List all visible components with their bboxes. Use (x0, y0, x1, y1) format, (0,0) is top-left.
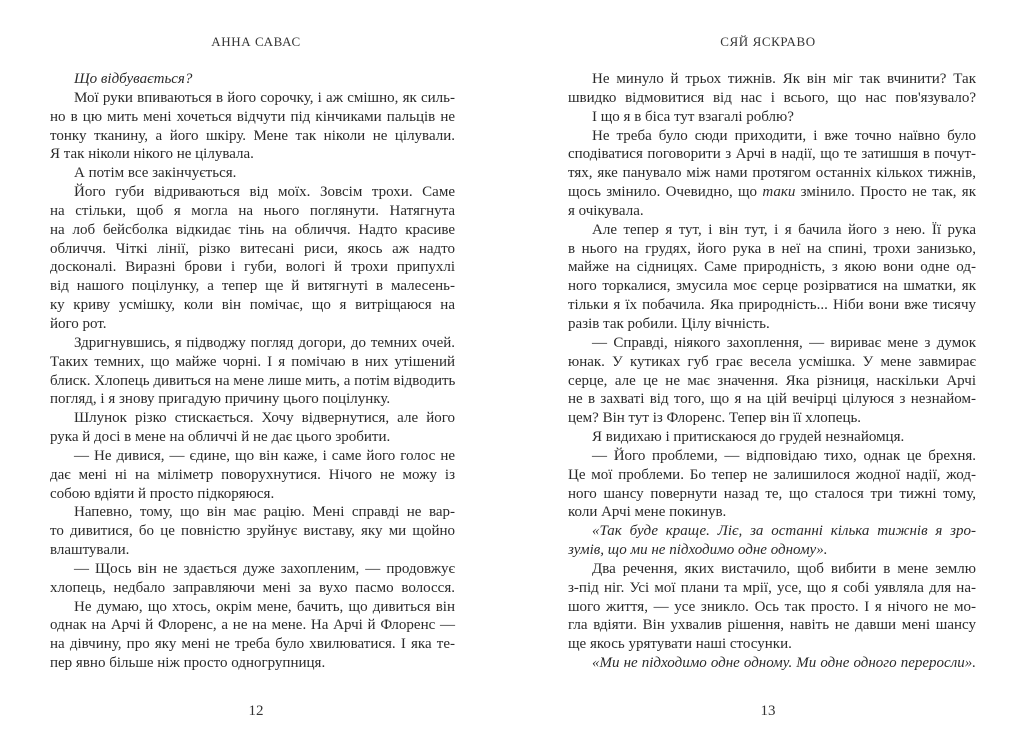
line-text: рука й досі в мене на обличчі й не дає цього зробити. (50, 429, 391, 446)
line-text: ного торкалися, змусила моє серце розірватися на шматки, як (568, 278, 976, 295)
text-line (568, 447, 976, 466)
text-line (568, 428, 976, 447)
text-line (568, 522, 976, 541)
text-line (568, 145, 976, 164)
text-line (50, 127, 455, 146)
text-line (568, 258, 976, 277)
line-text: то дивитися, бо це повністю зруйнує виставу, яку ми щойно (50, 523, 455, 540)
text-line (568, 409, 976, 428)
line-text: сподіватися поговорити з Арчі в надії, що те затишшя в почут- (568, 146, 976, 163)
line-text: «Ми не підходимо одне одному. Ми одне одного переросли». (592, 655, 976, 672)
text-line (50, 353, 455, 372)
text-line (50, 70, 455, 89)
text-line (50, 560, 455, 579)
text-line (568, 164, 976, 183)
text-line (50, 598, 455, 617)
line-text: коли Арчі мене покинув. (568, 504, 727, 521)
line-text: обличчя. Чіткі лінії, різко витесані риси, якось аж надто (50, 240, 455, 257)
line-text: юнак. У кутиках губ грає весела усмішка. У мене завмирає (568, 353, 976, 370)
text-line (568, 485, 976, 504)
line-text: погляд, і я знову пригадую причину цього поцілунку. (50, 391, 391, 408)
text-line (568, 277, 976, 296)
line-text: Що відбувається? (74, 71, 193, 87)
text-line (50, 221, 455, 240)
right-page (512, 0, 1024, 741)
line-text: Не думаю, що хтось, окрім мене, бачить, що дивиться він (74, 598, 455, 615)
text-line (50, 108, 455, 127)
text-line (50, 409, 455, 428)
line-text: хлопець, недбало заправляючи мені за вухо пасмо волосся. (50, 579, 455, 596)
line-text: ще якось урятувати наші стосунки. (568, 636, 792, 653)
text-line (50, 579, 455, 598)
line-text: його рот. (50, 315, 107, 332)
line-text: Мої руки впиваються в його сорочку, і аж смішно, як силь- (74, 89, 455, 106)
text-line (50, 372, 455, 391)
line-text: щось змінило. Очевидно, що (568, 184, 763, 201)
line-text: ку криву усмішку, коли він помічає, що я витріщаюся на (50, 297, 455, 314)
line-text: но в цю мить мені хочеться відчути під кінчиками пальців не (50, 108, 455, 125)
line-text: А потім все закінчується. (74, 165, 237, 182)
text-line (50, 202, 455, 221)
line-text: Два речення, яких вистачило, щоб вибити в мене землю (592, 560, 976, 577)
line-text: — Щось він не здається дуже захопленим, — продовжує (74, 560, 455, 577)
text-line (50, 89, 455, 108)
running-head-title: СЯЙ ЯСКРАВО (720, 34, 816, 49)
line-text: разів так робили. Цілу вічність. (568, 315, 770, 332)
line-text: тільки я їх побачила. Яка природність... Ніби вони вже тисячу (568, 297, 976, 314)
text-line (568, 654, 976, 673)
line-text: не в захваті від того, що я на цій вечірці цілуюся з незнайом- (568, 391, 976, 408)
line-text: на стільки, щоб я могла на нього поглянути. Натягнута (50, 202, 455, 219)
line-text: на лоб бейсболка відкидає тінь на обличчя. Надто красиве (50, 221, 455, 238)
text-line (50, 522, 455, 541)
text-line (50, 428, 455, 447)
line-text: з-під ніг. Усі мої плани та мрії, усе, що я собі уявляла для на- (568, 579, 976, 596)
text-line (568, 221, 976, 240)
line-text: від нашого поцілунку, а тепер ще й витягнуті в малесень- (50, 278, 455, 295)
line-text: Не треба було сюди приходити, і вже точно наївно було (592, 127, 976, 144)
text-line (568, 240, 976, 259)
line-text: Це мої проблеми. Бо тепер не залишилося жодної надії, жод- (568, 466, 976, 483)
text-line (568, 372, 976, 391)
text-line (568, 635, 976, 654)
page-number: 13 (760, 703, 776, 719)
line-text: — Його проблеми, — відповідаю тихо, однак це брехня. (592, 447, 976, 464)
text-line (568, 70, 976, 89)
text-line (50, 485, 455, 504)
text-line (50, 334, 455, 353)
text-line (568, 579, 976, 598)
text-line (50, 145, 455, 164)
running-head-author: АННА САВАС (211, 34, 301, 49)
line-text: І що я в біса тут взагалі роблю? (592, 108, 794, 125)
line-text: гла вдіяти. Він ухвалив рішення, навіть не давши мені шансу (568, 617, 976, 634)
right-page-body (568, 70, 976, 673)
line-text: Таких темних, що майже чорні. І я помічаю в них утішений (50, 353, 455, 370)
text-line (50, 447, 455, 466)
line-text: швидко відмовитися від нас і всього, що нас пов'язувало? (568, 89, 976, 106)
line-text: Напевно, тому, що він має рацію. Мені справді не вар- (74, 504, 455, 521)
text-line (568, 89, 976, 108)
line-text: ного шансу повернути назад те, що сталося три тижні тому, (568, 485, 976, 502)
line-text: цем? Він тут із Флоренс. Тепер він її хлопець. (568, 410, 862, 427)
text-line (50, 616, 455, 635)
text-line (50, 258, 455, 277)
text-line (568, 598, 976, 617)
text-line (568, 466, 976, 485)
line-text: на дівчину, про яку мені не треба було хвилюватися. І яка те- (50, 636, 455, 653)
line-text: «Так буде краще. Ліє, за останні кілька тижнів я зро- (592, 523, 976, 540)
text-line (50, 466, 455, 485)
line-text: пер явно більше ніж просто одногрупниця. (50, 655, 326, 672)
text-line (50, 315, 455, 334)
text-line (50, 654, 455, 673)
text-line (50, 390, 455, 409)
line-text: однак на Арчі й Флоренс, а не на мене. На Арчі й Флоренс — (50, 617, 455, 634)
text-line (568, 390, 976, 409)
line-text: тонку тканину, а його шкіру. Мене так ніколи не цілували. (50, 127, 455, 144)
line-text: Але тепер я тут, і він тут, і я бачила його з нею. Її рука (592, 221, 976, 238)
line-text: влаштували. (50, 542, 130, 559)
line-text: досконалі. Виразні брови і губи, вологі й трохи припухлі (50, 259, 455, 276)
text-line (50, 183, 455, 202)
line-text: дає мені ні на міліметр поворухнутися. Нічого не можу із (50, 466, 455, 483)
text-line (568, 183, 976, 202)
line-text: тях, яке панувало між нами протягом останніх кількох тижнів, (568, 165, 976, 182)
text-line (568, 202, 976, 221)
line-text: Я так ніколи нікого не цілувала. (50, 146, 254, 163)
text-line (50, 240, 455, 259)
line-text: в нього на грудях, його рука в неї на спині, трохи занизько, (568, 240, 976, 257)
line-text: Шлунок різко стискається. Хочу відвернутися, але його (74, 410, 455, 427)
line-text: змінило. Просто не так, як (795, 184, 976, 201)
emphasis-text: таки (762, 184, 796, 201)
line-text: серце, але це не має значення. Яка різниця, наскільки Арчі (568, 372, 976, 389)
line-text: — Справді, ніякого захоплення, — вириває мене з думок (592, 334, 976, 351)
page-number: 12 (248, 703, 264, 719)
text-line (568, 296, 976, 315)
text-line (568, 315, 976, 334)
line-text: собою вдіяти й просто підкоряюся. (50, 485, 275, 502)
line-text: Не минуло й трьох тижнів. Як він міг так вчинити? Так (592, 71, 976, 87)
text-line (568, 353, 976, 372)
text-line (50, 296, 455, 315)
line-text: я очікувала. (568, 202, 644, 219)
left-page-body (50, 70, 455, 673)
text-line (568, 127, 976, 146)
text-line (568, 334, 976, 353)
text-line (568, 108, 976, 127)
text-line (50, 635, 455, 654)
text-line (568, 503, 976, 522)
text-line (50, 164, 455, 183)
text-line (568, 541, 976, 560)
text-line (50, 277, 455, 296)
line-text: Його губи відриваються від моїх. Зовсім трохи. Саме (74, 184, 455, 201)
text-line (568, 616, 976, 635)
line-text: блиск. Хлопець дивиться на мене лише мить, а потім відводить (50, 372, 456, 389)
text-line (568, 560, 976, 579)
line-text: Здригнувшись, я підводжу погляд догори, до темних очей. (74, 334, 455, 351)
line-text: зумів, що ми не підходимо одне одному». (568, 542, 828, 559)
line-text: — Не дивися, — єдине, що він каже, і саме його голос не (74, 447, 455, 464)
text-line (50, 503, 455, 522)
line-text: шого життя, — усе зникло. Ось так просто. І я нічого не мо- (568, 598, 976, 615)
line-text: майже на сідницях. Саме природність, з якою вони одне од- (568, 259, 976, 276)
line-text: Я видихаю і притискаюся до грудей незнайомця. (592, 429, 905, 446)
text-line (50, 541, 455, 560)
